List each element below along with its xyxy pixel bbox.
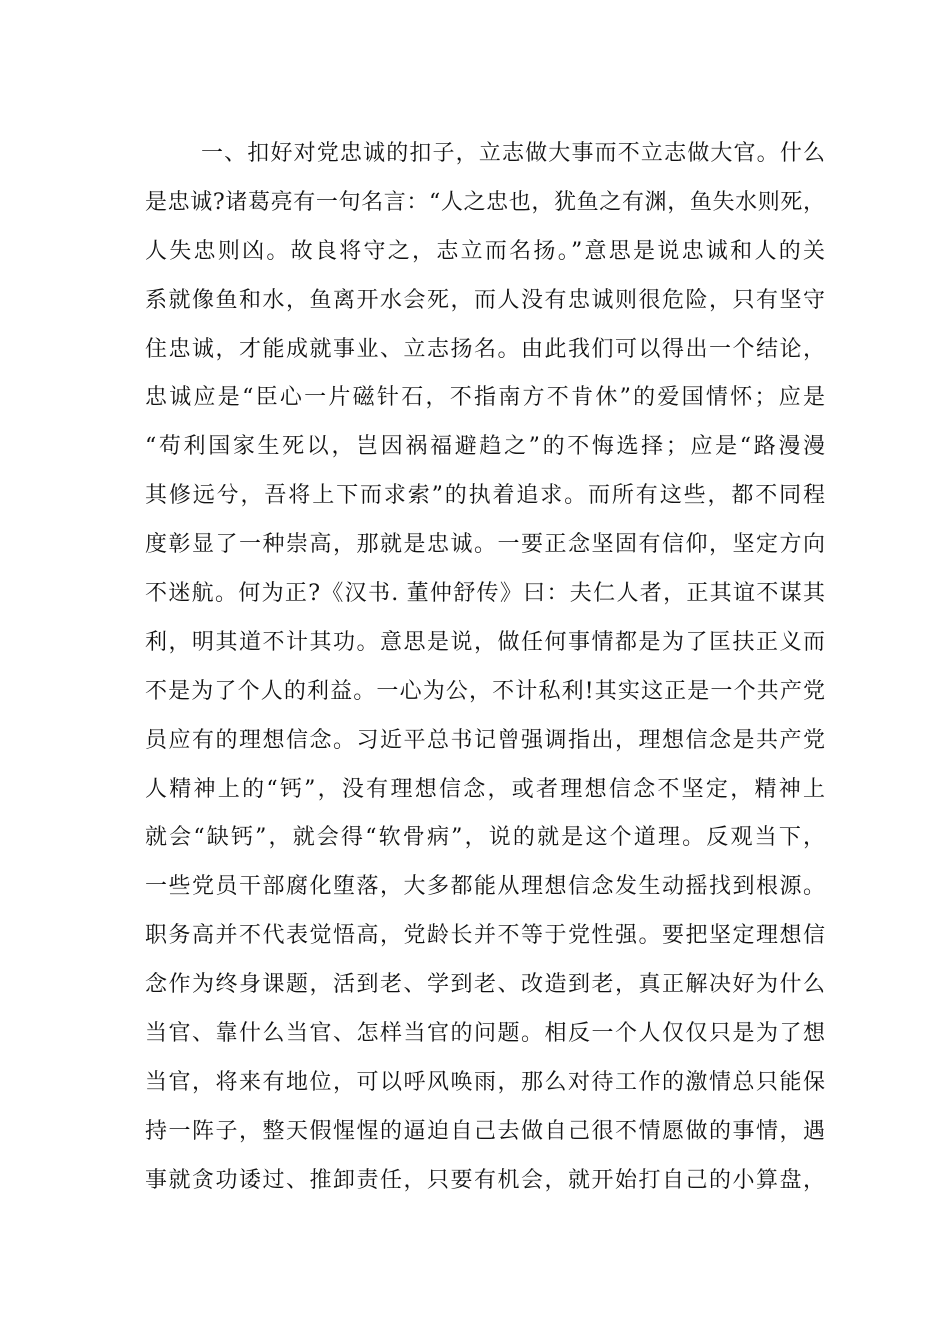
text-line: 职务高并不代表觉悟高，党龄长并不等于党性强。要把坚定理想信 [145, 923, 825, 949]
text-line: 利，明其道不计其功。意思是说，做任何事情都是为了匡扶正义而 [145, 629, 825, 655]
text-line: 住忠诚，才能成就事业、立志扬名。由此我们可以得出一个结论， [145, 336, 825, 362]
text-line: “苟利国家生死以，岂因祸福避趋之”的不悔选择；应是“路漫漫 [145, 434, 825, 460]
text-line: 一些党员干部腐化堕落，大多都能从理想信念发生动摇找到根源。 [145, 874, 825, 900]
text-line: 员应有的理想信念。习近平总书记曾强调指出，理想信念是共产党 [145, 727, 825, 753]
text-line: 不是为了个人的利益。一心为公，不计私利!其实这正是一个共产党 [145, 678, 825, 704]
text-line: 其修远兮，吾将上下而求索”的执着追求。而所有这些，都不同程 [145, 483, 825, 509]
text-line: 系就像鱼和水，鱼离开水会死，而人没有忠诚则很危险，只有坚守 [145, 287, 825, 313]
text-line: 就会“缺钙”，就会得“软骨病”，说的就是这个道理。反观当下， [145, 825, 825, 851]
text-line: 人精神上的“钙”，没有理想信念，或者理想信念不坚定，精神上 [145, 776, 825, 802]
text-line: 持一阵子，整天假惺惺的逼迫自己去做自己很不情愿做的事情，遇 [145, 1118, 825, 1144]
text-line: 人失忠则凶。故良将守之，志立而名扬。”意思是说忠诚和人的关 [145, 238, 825, 264]
text-line: 当官，将来有地位，可以呼风唤雨，那么对待工作的激情总只能保 [145, 1069, 825, 1095]
text-line: 忠诚应是“臣心一片磁针石，不指南方不肯休”的爱国情怀；应是 [145, 385, 825, 411]
text-line: 事就贪功诿过、推卸责任，只要有机会，就开始打自己的小算盘， [145, 1167, 825, 1193]
text-line: 一、扣好对党忠诚的扣子，立志做大事而不立志做大官。什么 [201, 141, 825, 166]
text-line: 念作为终身课题，活到老、学到老、改造到老，真正解决好为什么 [145, 972, 825, 998]
body-paragraph [145, 130, 825, 1206]
text-line: 是忠诚?诸葛亮有一句名言：“人之忠也，犹鱼之有渊，鱼失水则死， [145, 189, 825, 215]
text-line: 不迷航。何为正?《汉书. 董仲舒传》曰：夫仁人者，正其谊不谋其 [145, 581, 825, 607]
text-line: 当官、靠什么当官、怎样当官的问题。相反一个人仅仅只是为了想 [145, 1021, 825, 1047]
text-line: 度彰显了一种崇高，那就是忠诚。一要正念坚固有信仰，坚定方向 [145, 532, 825, 558]
